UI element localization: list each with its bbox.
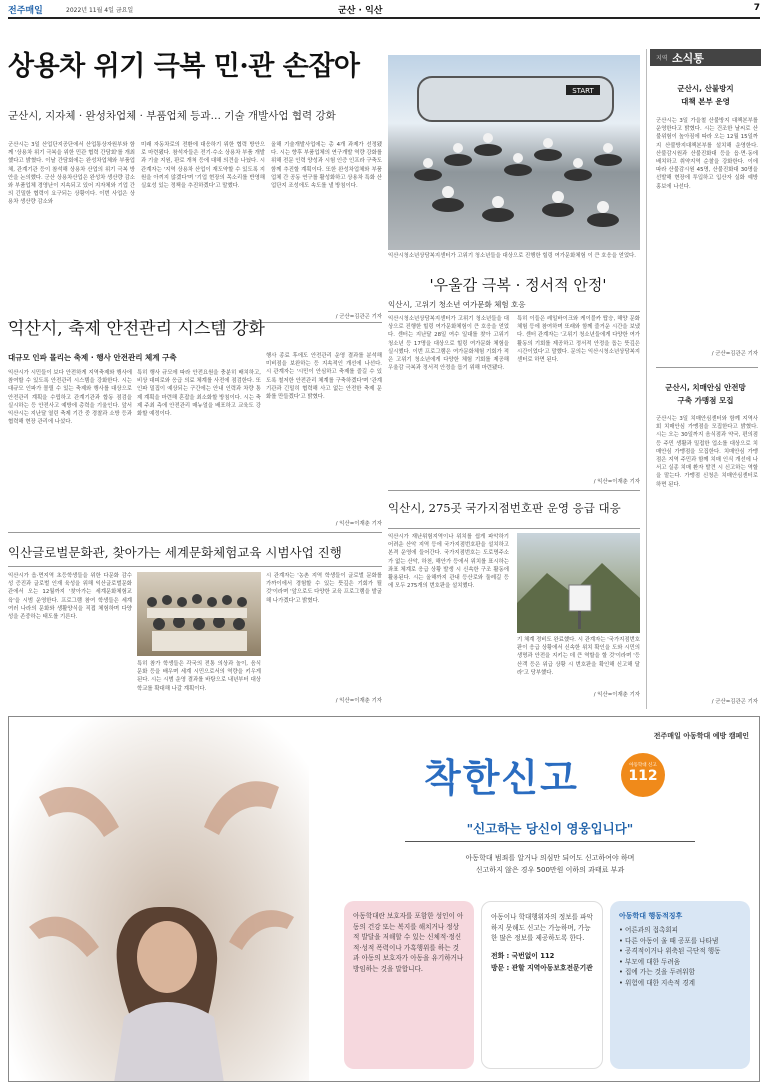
ad-photo-child [9,717,309,1082]
page-number: 7 [753,3,760,13]
story5-column-2: 특히 참가 학생들은 각국의 전통 의상과 놀이, 음식 문화 등을 배우며 세계 시민으로서의 역량을 키우게 된다. 시는 시범 운영 결과를 바탕으로 내년부터 대상 학교를 확대해 나갈 계획이다. [137,661,261,692]
story4-byline: / 익산=이재춘 기자 [593,692,640,698]
photo-jijeom-sign [517,533,640,633]
sidebar-item-2-byline: / 군산=김관곤 기자 [711,699,758,705]
ad-box3-item: • 다른 아동이 울 때 공포를 나타냄 [619,936,719,945]
mountain-illustration [517,533,640,633]
story5-divider [8,566,382,567]
story3-column-1: 익산시가 시민들이 보다 안전하게 지역축제와 행사에 참여할 수 있도록 안전관리 시스템을 강화한다. 시는 대규모 인파가 몰릴 수 있는 축제와 행사를 대상으로 안전관리 계획을 수립하고 관계기관과 합동 점검을 실시하는 등 안전사고 예방에 총력을 기울인다. 앞서 익산시는 지난달 열린 축제 기간 중 경찰과 소방 등과 협력해 현장 관리에 나섰다. [8,370,132,426]
sidebar-header [650,49,761,66]
story3-subhead: 대규모 인파 몰리는 축제 · 행사 안전관리 체계 구축 [8,353,177,362]
sidebar-item-1-body: 군산시는 3일 가을철 산불방지 대책본부를 운영한다고 밝혔다. 시는 건조한 날씨로 산불위험이 높아짐에 따라 오는 12월 15일까지 산불방지대책본부를 설치해 운영한다. 산불감시원과 산불진화대 등을 읍·면·동에 배치하고 취약지역 순찰을 강화한다. 이에 따라 산불감시원 45명, 산불진화대 30명을 선발해 현장에 투입하고 입산자 실화 예방 홍보에 나선다. [656,118,758,190]
photo1-caption: 익산시청소년상담복지센터가 고위기 청소년들을 대상으로 진행한 힐링 여가문화체험 이 큰 호응을 얻었다. [388,253,636,259]
story2-byline: / 익산=이재춘 기자 [593,479,640,485]
lead-subhead: 군산시, 지자체 · 완성차업체 · 부품업체 등과… 기술 개발사업 협력 강화 [8,110,336,122]
story3-column-3: 행사 종료 후에도 안전관리 운영 결과를 분석해 미비점을 보완하는 등 지속적인 개선에 나선다. 시 관계자는 '시민이 안심하고 축제를 즐길 수 있도록 철저한 안전관리 체계를 구축하겠다'며 '관계기관과 긴밀히 협력해 사고 없는 안전한 축제 문화를 만들겠다'고 밝혔다. [266,353,382,401]
sidebar-item-1-title-1: 군산시, 산불방지 [677,84,734,93]
story4-column-2: 기 체계 정비도 완료했다. 시 관계자는 '국가지점번호판이 응급 상황에서 신속한 위치 확인을 도와 시민의 생명과 안전을 지키는 데 큰 역할을 할 것'이라며 '등산객 등은 위급 상황 시 번호판을 확인해 신고해 달라'고 당부했다. [517,637,640,676]
sidebar-item-2-body: 군산시는 3일 치매안심센터와 함께 지역사회 치매안심 가맹점을 모집한다고 밝혔다. 시는 오는 30일까지 음식점과 약국, 편의점 등 주민 생활과 밀접한 업소를 대상으로 치매안심 가맹점을 모집한다. 치매안심 가맹점은 지역 주민과 함께 치매 인식 개선에 나서고 실종 치매 환자 발견 시 신고하는 역할을 맡는다. 가맹점 신청은 치매안심센터로 하면 된다. [656,416,758,488]
story5-column-3: 시 관계자는 '농촌 지역 학생들이 글로벌 문화를 가까이에서 경험할 수 있는 뜻깊은 기회가 될 것'이라며 '앞으로도 다양한 교육 프로그램을 발굴해 나가겠다'고 밝혔다. [266,573,382,604]
masthead [8,3,760,17]
ad-box3-item: • 집에 가는 것을 두려워함 [619,968,695,976]
ad-box2-phone: 전화 : 국번없이 112 [491,951,555,960]
start-sign-text: START [572,87,594,95]
story5-headline: 익산글로벌문화관, 찾아가는 세계문화체험교육 시범사업 진행 [8,545,342,560]
ad-badge-label: 아동학대 신고 [629,763,657,768]
issue-date: 2022년 11월 4일 금요일 [66,7,134,14]
lead-headline: 상용차 위기 극복 민·관 손잡아 [8,51,360,82]
story2-subhead: 익산시, 고위기 청소년 여가문화 체험 호응 [388,300,526,309]
paper-name: 전주매일 [8,6,43,16]
sidebar [646,49,760,709]
ad-logo: 착한신고 [424,756,579,800]
ad-slogan-underline [405,841,695,842]
group-illustration [137,572,261,656]
sidebar-item-2-title-1: 군산시, 치매안심 안전망 [665,383,746,392]
ad-top-note: 전주매일 아동학대 예방 캠페인 [653,732,749,740]
section-divider-3 [8,532,382,533]
sidebar-divider [656,367,758,368]
story4-column-1: 익산시가 재난위험지역이나 위치를 쉽게 파악하기 어려운 산악 지역 등에 국가지점번호판을 설치하고 본격 운영에 들어간다. 국가지점번호는 도로명주소가 없는 산악, 하천, 해안가 등에서 위치를 표시하는 좌표 체계로 응급 상황 발생 시 신속한 구조 활동에 활용된다. 시는 올해까지 관내 등산로와 둘레길 등에 모두 275개의 번호판을 설치했다. [388,534,509,590]
lead-column-1: 군산시는 3일 산업단지공단에서 산업통상자원부와 함께 '상용차 위기 극복을 위한 민관 협력 간담회'를 개최했다고 밝혔다. 이날 간담회에는 완성차업체와 부품업체, 관계기관 등이 참석해 상용차 산업의 위기 극복 방안을 논의했다. 군산 상용차산업은 완성차 생산량 감소와 부품업체 경영난이 지속되고 있어 지자체와 기업 간의 긴밀한 협력이 요구되는 상황이다. 이번 사업은 상용차 생산량 감소와 [8,142,135,206]
sidebar-label-prefix: 지역 [656,55,668,62]
story3-headline: 익산시, 축제 안전관리 시스템 강화 [8,319,265,339]
ad-info-box-report [481,901,603,1069]
ad-campaign [8,716,760,1082]
ad-desc-1: 아동학대 범죄를 알거나 의심만 되어도 신고하여야 하며 [465,854,635,862]
photo-students-group [137,572,261,656]
section-divider-2 [388,490,640,491]
ad-box3-item: • 부모에 대한 두려움 [619,957,681,966]
ad-box2-text: 아동이나 학대행위자의 정보를 파악하지 못해도 신고는 가능하며, 가능한 많은 정보를 제공하도록 한다. [491,913,593,942]
story4-headline: 익산시, 275곳 국가지점번호판 운영 응급 대응 [388,501,621,515]
sidebar-item-1-byline: / 군산=김관곤 기자 [711,351,758,357]
story3-byline: / 익산=이재춘 기자 [335,521,382,527]
ad-box3-item: • 어른과의 접촉회피 [619,926,679,934]
ad-box3-title: 아동학대 행동적징후 [619,912,683,920]
story3-column-2: 특히 행사 규모에 따라 안전요원을 충분히 배치하고, 비상 대피로와 응급 의료 체계를 사전에 점검한다. 또 인파 밀집이 예상되는 구간에는 안내 인력과 차량 통제 계획을 마련해 혼잡을 최소화할 방침이다. 시는 축제 주최 측에 안전관리 매뉴얼을 배포하고 교육도 강화할 예정이다. [137,370,261,418]
story2-column-2: 특히 이들은 레일바이크와 케이블카 탑승, 해양 문화 체험 등에 참여하며 또래와 함께 즐거운 시간을 보냈다. 센터 관계자는 '고위기 청소년들에게 다양한 여가활동의 기회를 제공하고 정서적 안정을 돕는 뜻깊은 시간이었다'고 말했다. 문의는 익산시청소년상담복지센터로 하면 된다. [517,316,640,364]
photo-youth-activity [388,55,640,250]
story2-divider [388,311,640,312]
ad-slogan: "신고하는 당신이 영웅입니다" [466,821,634,836]
story4-divider [388,528,640,529]
ad-box3-item: • 공격적이거나 위축된 극단적 행동 [619,947,721,955]
ad-box1-text: 아동학대란 보호자를 포함한 성인이 아동의 건강 또는 복지를 해치거나 정상적 발달을 저해할 수 있는 신체적·정신적·성적 폭력이나 가혹행위를 하는 것과 아동의 보호자가 아동을 유기하거나 방임하는 것을 말합니다. [353,912,464,973]
sidebar-item-1-title-2: 대책 본부 운영 [681,97,730,106]
lead-column-3: 올해 기술개발사업에는 총 4개 과제가 선정됐다. 시는 향후 부품업체의 연구개발 역량 강화를 위해 전문 인력 양성과 시험 인증 인프라 구축도 함께 추진할 계획이다. 또한 완성차업체와 부품업체 간 공동 연구를 활성화하고 상용차 특화 산업단지 조성에도 속도를 낼 방침이다. [271,142,382,190]
sidebar-item-2-title-2: 구축 가맹점 모집 [677,396,734,405]
ad-badge-112 [621,753,665,797]
masthead-rule [8,17,760,19]
ad-box2-visit: 방문 : 관할 지역아동보호전문기관 [491,963,593,972]
story2-headline: '우울감 극복 · 정서적 안정' [429,276,607,294]
section-name: 군산 · 익산 [338,6,383,16]
sidebar-label: 소식통 [672,52,704,65]
photo-scene-illustration [388,55,640,250]
story5-byline: / 익산=이재춘 기자 [335,698,382,704]
lead-byline: / 군산=김관곤 기자 [335,314,382,320]
story2-column-1: 익산시청소년상담복지센터가 고위기 청소년들을 대상으로 진행한 힐링 여가문화체험이 큰 호응을 얻었다. 센터는 지난달 28일 여수 일대를 찾아 고위기 청소년 등 17명을 대상으로 힐링 여가문화 체험을 실시했다. 이번 프로그램은 여가문화체험 기회가 적은 고위기 청소년에게 다양한 체험 기회를 제공해 우울감 극복과 정서적 안정을 돕기 위해 마련됐다. [388,316,509,372]
ad-badge-number: 112 [628,768,658,784]
story5-column-1: 익산시가 읍·면지역 초등학생들을 위한 다문화 감수성 증진과 글로벌 인재 육성을 위해 익산글로벌문화관에서 오는 12월까지 '찾아가는 세계문화체험교육'을 시범 운영한다. 프로그램 참여 학생들은 세계 여러 나라의 문화와 생활양식을 직접 체험하며 다양성을 존중하는 태도를 기른다. [8,573,132,621]
ad-desc-2: 신고하지 않은 경우 500만원 이하의 과태료 부과 [475,866,625,874]
ad-info-box-signs [610,901,750,1069]
ad-box3-item: • 위험에 대한 지속적 경계 [619,978,695,987]
lead-column-2: 미래 자동차로의 전환에 대응하기 위한 협력 방안으로 마련됐다. 참석자들은 전기·수소 상용차 부품 개발과 기술 지원, 판로 개척 등에 대해 의견을 나눴다. 시 관계자는 '지역 상용차 산업이 재도약할 수 있도록 지원을 아끼지 않겠다'며 '기업 현장의 목소리를 반영해 실효성 있는 정책을 추진하겠다'고 말했다. [141,142,265,190]
ad-child-illustration [9,717,309,1082]
ad-info-box-definition [344,901,474,1069]
